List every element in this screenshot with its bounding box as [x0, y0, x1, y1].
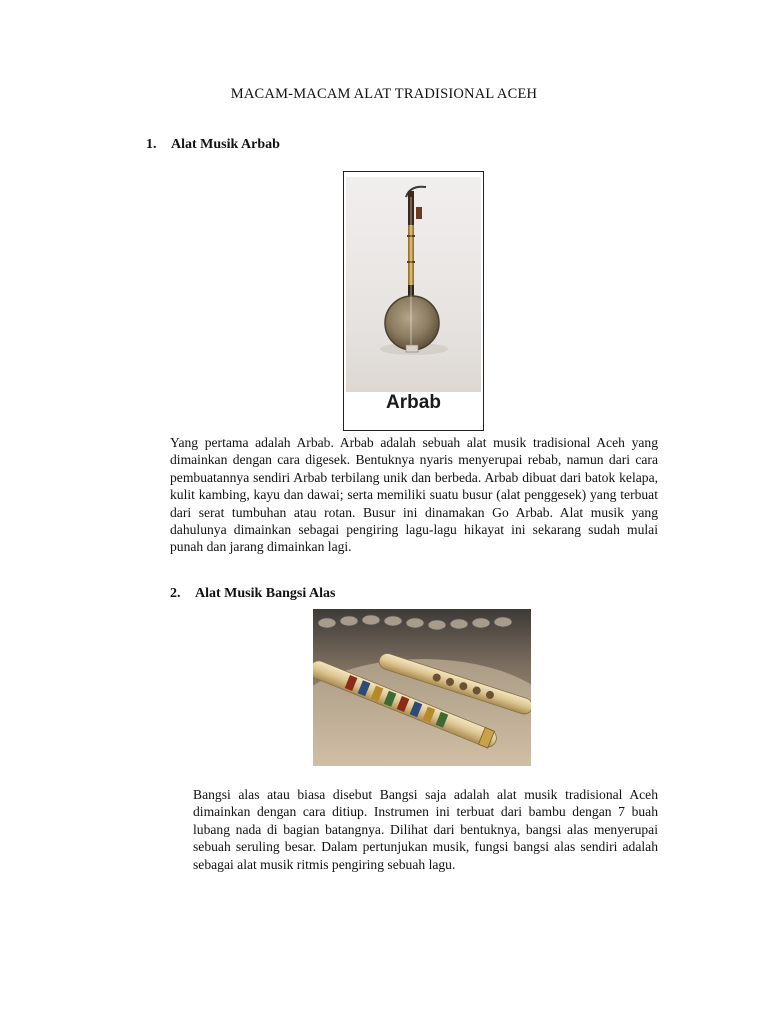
document-title: MACAM-MACAM ALAT TRADISIONAL ACEH — [230, 86, 538, 102]
bangsi-alas-paragraph: Bangsi alas atau biasa disebut Bangsi saja adalah alat musik tradisional Aceh dimainkan dengan cara ditiup. Instrumen ini terbuat dari bambu dengan 7 buah lubang nada di bagian batangnya. Dilihat dari bentuknya, bangsi alas menyerupai sebuah seruling besar. Dalam pertunjukan musik, fungsi bangsi alas sendiri adalah sebagai alat musik ritmis pengiring sebuah lagu. — [193, 787, 658, 872]
arbab-instrument-illustration — [346, 177, 481, 392]
section-heading-text: Alat Musik Arbab — [171, 137, 280, 152]
arbab-photo — [346, 177, 481, 392]
arbab-figure — [343, 171, 484, 431]
section-heading-bangsi-alas — [170, 586, 335, 602]
bangsi-alas-illustration — [313, 609, 531, 766]
arbab-image-caption: Arbab — [386, 392, 441, 413]
section-number: 1. — [146, 137, 157, 152]
arbab-paragraph: Yang pertama adalah Arbab. Arbab adalah sebuah alat musik tradisional Aceh yang dimainkan dengan cara digesek. Bentuknya nyaris menyerupai rebab, namun dari cara pembuatannya sendiri Arbab terbilang unik dan berbeda. Arbab dibuat dari batok kelapa, kulit kambing, kayu dan dawai; serta memiliki suatu busur (alat penggesek) yang terbuat dari serat tumbuhan atau rotan. Busur ini dinamakan Go Arbab. Alat musik yang dahulunya dimainkan sebagai pengiring lagu-lagu hikayat ini sekarang sudah mulai punah dan jarang dimainkan lagi. — [170, 435, 658, 555]
section-number: 2. — [170, 586, 181, 601]
section-heading-text: Alat Musik Bangsi Alas — [195, 586, 336, 601]
section-heading-arbab — [146, 137, 280, 153]
bangsi-alas-photo — [313, 609, 531, 766]
